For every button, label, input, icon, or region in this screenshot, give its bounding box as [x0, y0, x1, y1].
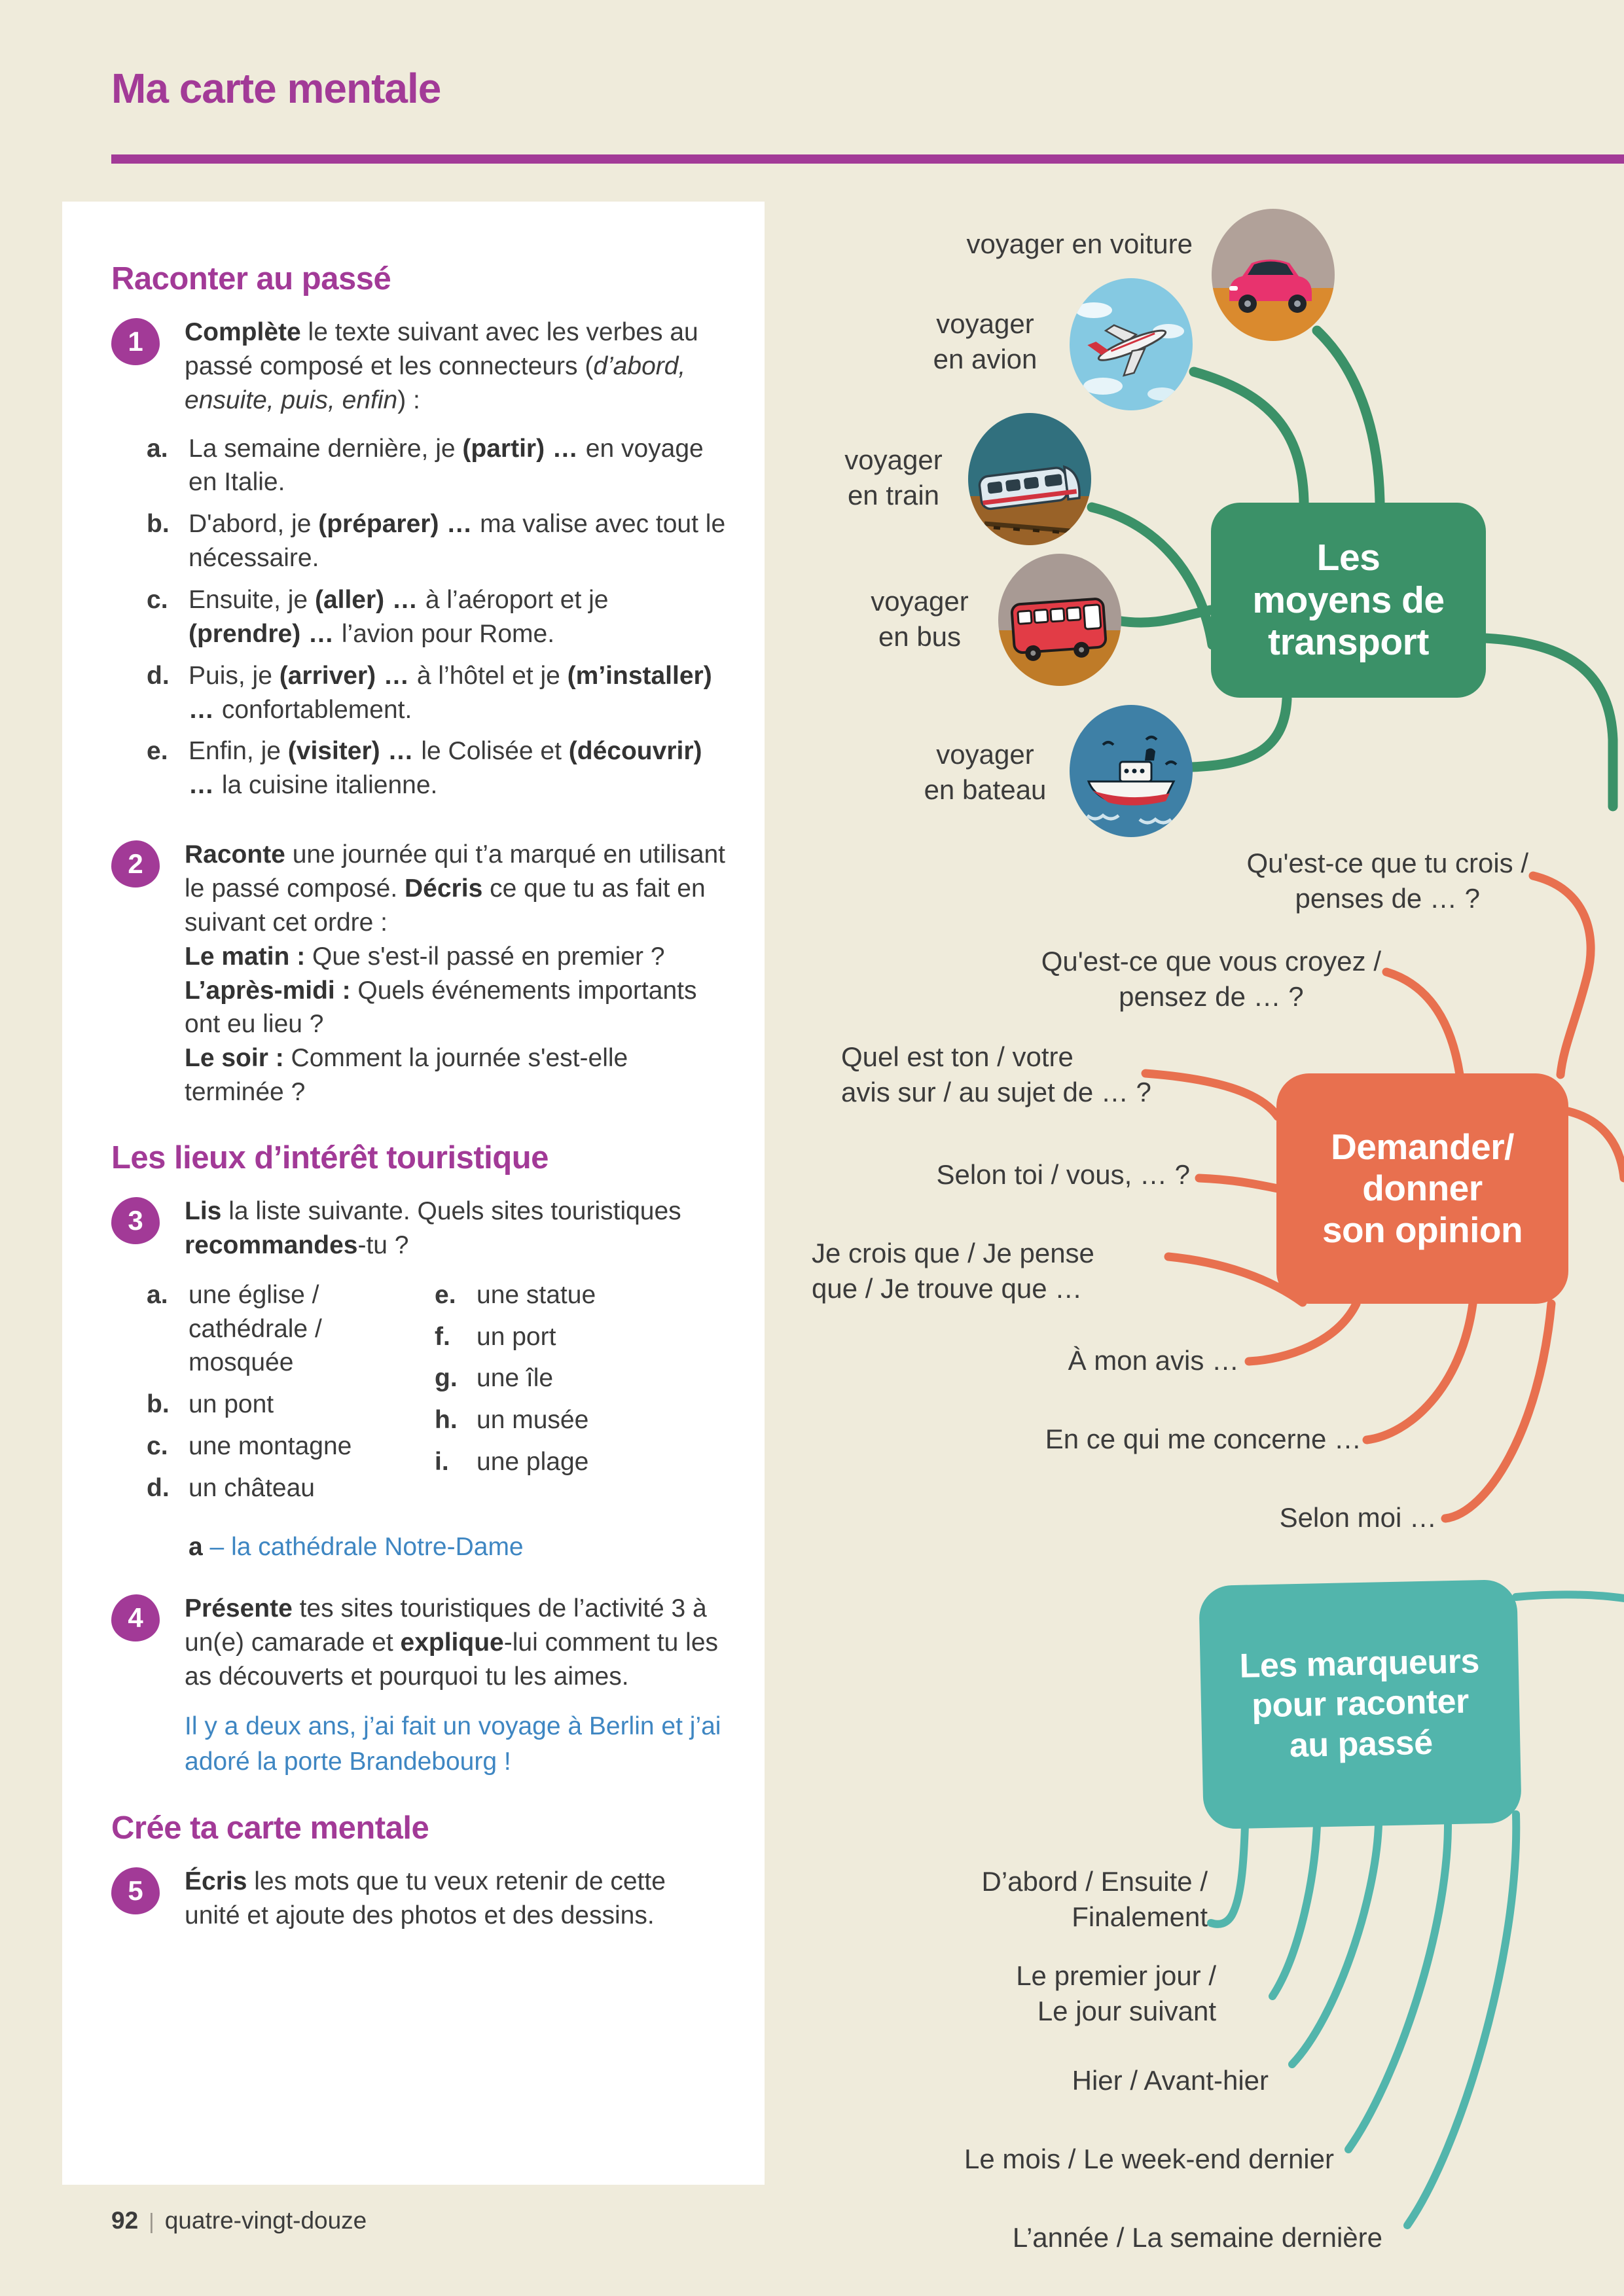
exercise-4-body: Présente tes sites touristiques de l’activité 3 à un(e) camarade et explique-lui comment tu les as découverts et pourquoi tu les aimes. Il y a deux ans, j’ai fait un voyage à Berlin et j’ai adoré la porte Brandebourg !	[185, 1592, 727, 1780]
exercise-number-badge: 2	[111, 840, 160, 888]
exercise-1-body: Complète le texte suivant avec les verbes au passé composé et les connecteurs (d’abord, ensuite, puis, enfin) : a. La semaine dernière, je (partir) … en voyage en Italie. b. D'abord, je (préparer) … ma valise avec tout le nécessaire. c. Ensuite, je (aller) … à l’aéroport et je (prendre) … l’avion pour Rome. d. Puis, je (arriver) … à l’hôtel et je (m’installer) … confortablement. e. Enfin, je (visiter) … le Colisée et (découvrir) … la cuisine italienne.	[185, 315, 727, 810]
exercise-3	[111, 1194, 732, 1564]
node-marqueurs-passe: Les marqueurs pour raconter au passé	[1199, 1579, 1522, 1829]
exercise-5	[111, 1865, 732, 1933]
bus-vignette	[998, 553, 1122, 691]
car-vignette	[1211, 208, 1335, 346]
list-item: f. un port	[435, 1322, 556, 1351]
list-item: d. un château	[147, 1474, 316, 1503]
marker-phrase: Hier / Avant-hier	[1072, 2065, 1269, 2096]
exercise-number-badge: 5	[111, 1867, 160, 1914]
exercise-4	[111, 1592, 732, 1780]
list-item: c. une montagne	[147, 1432, 352, 1461]
exercise-3-example: a – la cathédrale Notre-Dame	[189, 1532, 524, 1561]
footer-separator: |	[149, 2209, 154, 2233]
list-item: b. un pont	[147, 1390, 274, 1419]
page-number-word: quatre-vingt-douze	[164, 2207, 367, 2234]
opinion-phrase: Je crois que / Je pense que / Je trouve que …	[812, 1238, 1094, 1304]
list-item: e. une statue	[435, 1280, 596, 1309]
list-item: a. La semaine dernière, je (partir) … en voyage en Italie.	[147, 434, 704, 497]
exercise-3-column-1	[147, 1278, 435, 1513]
exercise-number-badge: 3	[111, 1197, 160, 1244]
exercise-5-body: Écris les mots que tu veux retenir de cette unité et ajoute des photos et des dessins.	[185, 1867, 666, 1929]
opinion-phrase: En ce qui me concerne …	[1045, 1424, 1362, 1454]
section-heading: Raconter au passé	[111, 261, 391, 296]
list-item: h. un musée	[435, 1406, 589, 1435]
exercise-3-columns	[147, 1278, 727, 1513]
opinion-phrase: Qu'est-ce que tu crois / penses de … ?	[1246, 848, 1528, 914]
list-item: g. une île	[435, 1364, 554, 1393]
label-voyager-en-avion: voyager en avion	[933, 308, 1038, 374]
exercise-2-morning: Le matin : Que s'est-il passé en premier ?	[185, 942, 665, 971]
exercise-1-items	[147, 432, 727, 803]
train-vignette	[967, 412, 1092, 550]
section-raconter-au-passe	[111, 260, 732, 1109]
exercise-1	[111, 315, 732, 810]
opinion-phrase: Selon toi / vous, … ?	[936, 1159, 1190, 1190]
car-icon	[1211, 208, 1335, 342]
exercise-2-afternoon: L’après-midi : Quels événements importants ont eu lieu ?	[185, 976, 697, 1039]
node-moyens-de-transport: Les moyens de transport	[1211, 503, 1486, 698]
label-voyager-en-train: voyager en train	[844, 444, 943, 511]
bus-icon	[998, 553, 1122, 687]
boat-vignette	[1069, 704, 1193, 842]
exercise-2-body: Raconte une journée qui t’a marqué en utilisant le passé composé. Décris ce que tu as fait en suivant cet ordre : Le matin : Que s'est-il passé en premier ? L’après-midi : Quels événements importants ont eu lieu ? Le soir : Comment la journée s'est-elle terminée ?	[185, 838, 727, 1109]
section-heading: Crée ta carte mentale	[111, 1810, 429, 1846]
list-item: e. Enfin, je (visiter) … le Colisée et (découvrir) … la cuisine italienne.	[147, 737, 702, 800]
exercise-3-body: Lis la liste suivante. Quels sites touristiques recommandes-tu ? a. une église / cathédrale / mosquée b. un pont c. une montagne d. un château e. une statue f. un port g. une île h. un musée i. une plage a – la cathédrale Notre-Dame	[185, 1194, 727, 1564]
section-cree-ta-carte	[111, 1810, 732, 1933]
exercise-2	[111, 838, 732, 1109]
opinion-phrase: À mon avis …	[1068, 1345, 1239, 1376]
plane-icon	[1069, 278, 1193, 412]
list-item: d. Puis, je (arriver) … à l’hôtel et je (m’installer) … confortablement.	[147, 661, 712, 724]
list-item: c. Ensuite, je (aller) … à l’aéroport et je (prendre) … l’avion pour Rome.	[147, 586, 609, 648]
list-item: i. une plage	[435, 1448, 589, 1477]
label-voyager-en-bateau: voyager en bateau	[924, 739, 1047, 805]
exercise-4-example: Il y a deux ans, j’ai fait un voyage à Berlin et j’ai adoré la porte Brandebourg !	[185, 1712, 721, 1776]
node-demander-donner-son-opinion: Demander/ donner son opinion	[1276, 1073, 1568, 1304]
exercise-3-column-2	[435, 1278, 651, 1513]
opinion-phrase: Selon moi …	[1279, 1502, 1437, 1533]
opinion-phrase: Qu'est-ce que vous croyez / pensez de … ?	[1041, 946, 1381, 1012]
list-item: a. une église / cathédrale / mosquée	[147, 1280, 322, 1377]
boat-icon	[1069, 704, 1193, 838]
marker-phrase: L’année / La semaine dernière	[1012, 2222, 1382, 2253]
page-title: Ma carte mentale	[111, 65, 441, 112]
opinion-phrase: Quel est ton / votre avis sur / au sujet de … ?	[841, 1041, 1151, 1107]
page-number: 92	[111, 2207, 139, 2234]
label-voyager-en-voiture: voyager en voiture	[966, 228, 1193, 259]
marker-phrase: D’abord / Ensuite / Finalement	[981, 1866, 1208, 1932]
marker-phrase: Le premier jour / Le jour suivant	[1016, 1960, 1216, 2026]
exercise-number-badge: 1	[111, 318, 160, 365]
section-lieux-touristiques	[111, 1139, 732, 1780]
exercise-number-badge: 4	[111, 1594, 160, 1641]
label-voyager-en-bus: voyager en bus	[871, 586, 969, 652]
train-icon	[967, 412, 1092, 547]
exercise-2-evening: Le soir : Comment la journée s'est-elle terminée ?	[185, 1044, 628, 1107]
page-footer	[111, 2207, 367, 2234]
exercise-panel	[62, 202, 765, 2185]
marker-phrase: Le mois / Le week-end dernier	[964, 2144, 1334, 2174]
list-item: b. D'abord, je (préparer) … ma valise avec tout le nécessaire.	[147, 510, 726, 573]
section-heading: Les lieux d’intérêt touristique	[111, 1140, 549, 1176]
plane-vignette	[1069, 278, 1193, 415]
